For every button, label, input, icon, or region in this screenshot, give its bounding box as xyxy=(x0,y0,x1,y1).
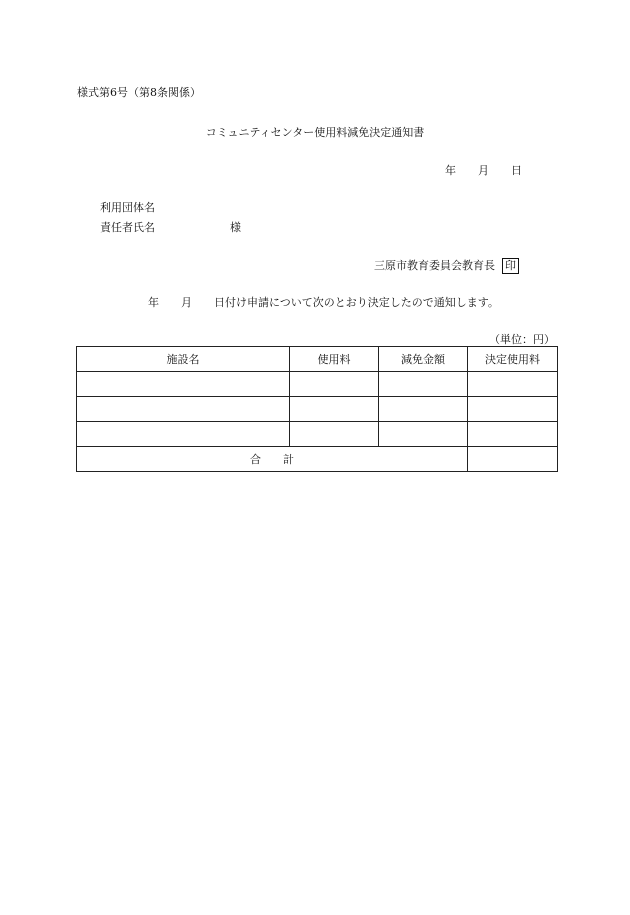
representative-name-row xyxy=(100,219,241,235)
header-usage-fee: 使用料 xyxy=(290,347,379,372)
decided-fee-cell xyxy=(468,397,558,422)
organization-name-label: 利用団体名 xyxy=(100,201,155,214)
document-title: コミュニティセンター使用料減免決定通知書 xyxy=(205,126,425,139)
form-number: 様式第6号（第8条関係） xyxy=(77,86,201,99)
date-day-label: 日 xyxy=(511,164,522,177)
total-row xyxy=(77,447,558,472)
total-label-char-2: 計 xyxy=(283,453,294,466)
decided-fee-cell xyxy=(468,422,558,447)
reduction-amount-cell xyxy=(379,372,468,397)
usage-fee-cell xyxy=(290,422,379,447)
issuer-name: 三原市教育委員会教育長 xyxy=(374,259,495,272)
date-year-label: 年 xyxy=(445,164,456,177)
header-decided-fee: 決定使用料 xyxy=(468,347,558,372)
reduction-amount-cell xyxy=(379,422,468,447)
date-month-label: 月 xyxy=(478,164,489,177)
seal-mark: 印 xyxy=(502,258,519,274)
usage-fee-cell xyxy=(290,397,379,422)
table-row xyxy=(77,372,558,397)
usage-fee-cell xyxy=(290,372,379,397)
total-value-cell xyxy=(468,447,558,472)
reduction-amount-cell xyxy=(379,397,468,422)
total-label-char-1: 合 xyxy=(250,453,261,466)
facility-name-cell xyxy=(77,397,290,422)
header-reduction-amount: 減免金額 xyxy=(379,347,468,372)
date-line xyxy=(445,162,522,178)
total-label xyxy=(77,447,468,472)
notice-text: 日付け申請について次のとおり決定したので通知します。 xyxy=(214,296,499,309)
table-row xyxy=(77,397,558,422)
issuer-block xyxy=(374,257,519,274)
header-facility-name: 施設名 xyxy=(77,347,290,372)
notice-month-label: 月 xyxy=(181,296,192,309)
unit-note: （単位：円） xyxy=(489,333,555,346)
table-row xyxy=(77,422,558,447)
organization-name-row xyxy=(100,199,155,215)
notice-year-label: 年 xyxy=(148,296,159,309)
table-header-row xyxy=(77,347,558,372)
honorific: 様 xyxy=(230,221,241,234)
fee-table xyxy=(76,346,558,472)
decided-fee-cell xyxy=(468,372,558,397)
facility-name-cell xyxy=(77,422,290,447)
notice-sentence xyxy=(148,294,499,310)
representative-name-label: 責任者氏名 xyxy=(100,221,155,234)
facility-name-cell xyxy=(77,372,290,397)
